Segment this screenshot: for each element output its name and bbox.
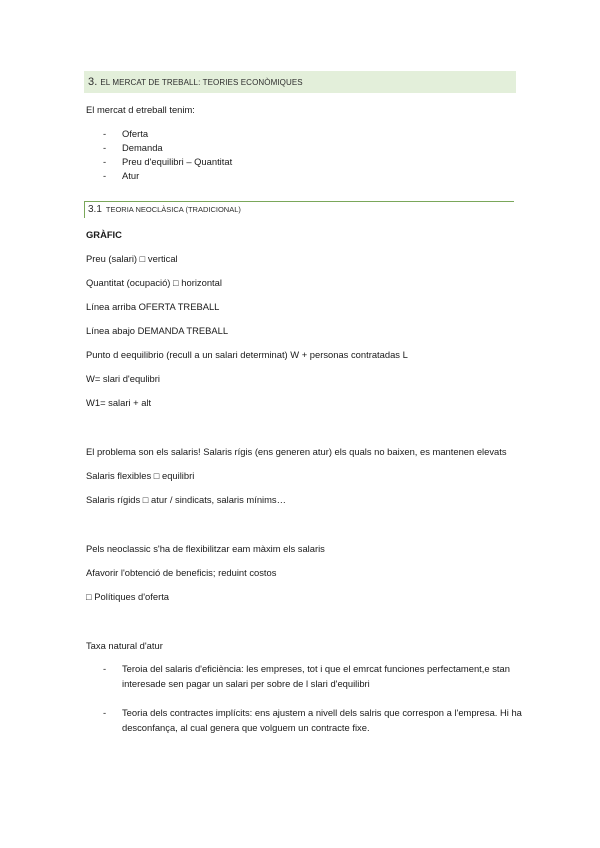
graph-line: Preu (salari) □ vertical [86,253,178,264]
section-title: EL MERCAT DE TREBALL: TEORIES ECONÒMIQUES [100,77,303,87]
problem-line: Salaris flexibles □ equilibri [86,470,195,481]
graph-line: W1= salari + alt [86,397,152,408]
graph-line: W= slari d'equlibri [86,373,160,384]
bullet-dash: - [103,156,107,167]
section-heading-3-1 [84,201,514,218]
natural-rate-heading: Taxa natural d'atur [86,640,163,651]
neoclassic-line: Pels neoclassic s'ha de flexibilitzar eam màxim els salaris [86,543,325,554]
list-item-oferta: Oferta [122,128,149,139]
list-item-efficiency-wages: Teroia del salaris d'eficiència: les empreses, tot i que el emrcat funciones perfectament,e stan interesade sen pagar un salari per sobre de l slari d'equilibri [122,663,510,689]
subsection-title: TEORIA NEOCLÀSICA (TRADICIONAL) [105,205,241,214]
intro-text: El mercat d etreball tenim: [86,104,195,115]
section-heading-3 [84,71,516,93]
bullet-dash: - [103,707,107,718]
section-number: 3. [88,76,98,88]
list-item-implicit-contracts: Teoria dels contractes implícits: ens ajustem a nivell dels salris que correspon a l'empresa. Hi ha desconfança, al cual genera que volguem un contracte fixe. [122,707,522,733]
graph-line: Punto d eequilibrio (recull a un salari determinat) W + personas contratadas L [86,349,408,360]
problem-line: Salaris rígids □ atur / sindicats, salaris mínims… [86,494,286,505]
subsection-number: 3.1 [88,204,102,215]
graph-line: Línea abajo DEMANDA TREBALL [86,325,229,336]
graph-line: Quantitat (ocupació) □ horizontal [86,277,222,288]
bullet-dash: - [103,128,107,139]
neoclassic-line: □ Polítiques d'oferta [86,591,170,602]
graph-line: Línea arriba OFERTA TREBALL [86,301,220,312]
neoclassic-line: Afavorir l'obtenció de beneficis; reduint costos [86,567,277,578]
list-item-atur: Atur [122,170,140,181]
bullet-dash: - [103,663,107,674]
bullet-dash: - [103,170,107,181]
graph-heading: GRÀFIC [86,229,122,240]
list-item-demanda: Demanda [122,142,163,153]
list-item-preu-equilibri: Preu d'equilibri – Quantitat [122,156,233,167]
problem-line: El problema son els salaris! Salaris rígis (ens generen atur) els quals no baixen, es mantenen elevats [86,446,507,457]
bullet-dash: - [103,142,107,153]
